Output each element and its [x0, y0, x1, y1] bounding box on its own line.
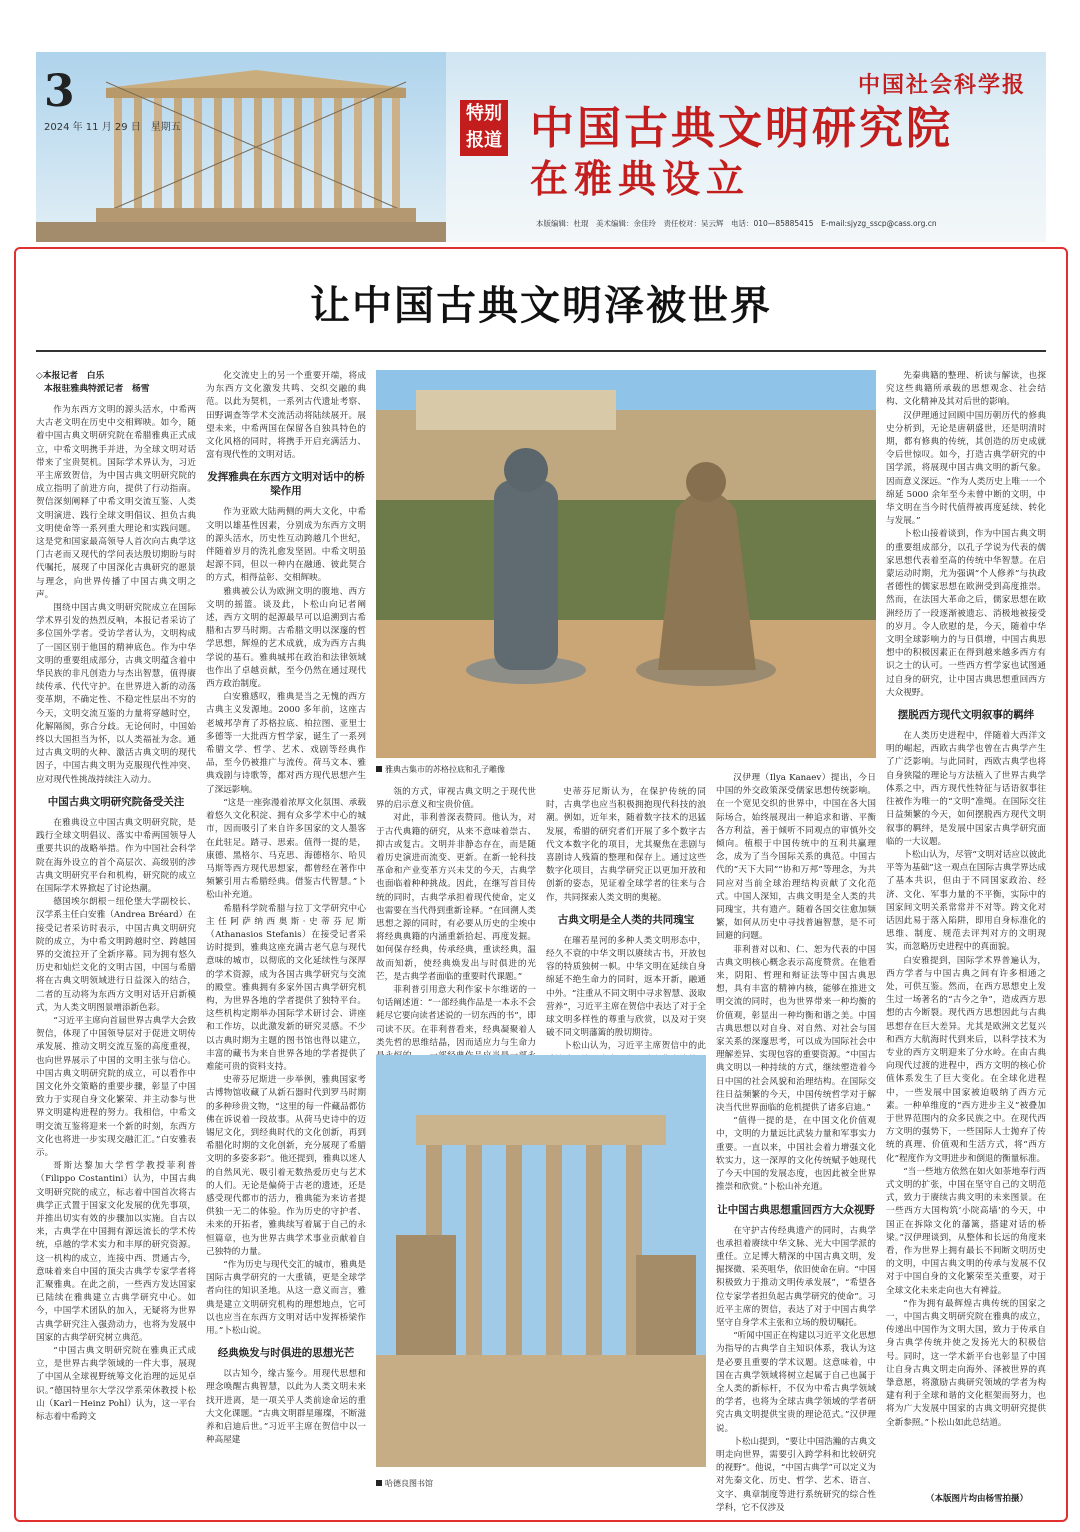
column-1: [36, 370, 196, 1510]
section-heading: 摆脱西方现代文明叙事的羁绊: [897, 709, 1035, 722]
photo-caption-2: 哈德良图书馆: [376, 1478, 433, 1489]
column-4: [546, 786, 706, 1051]
column-2: [206, 370, 366, 1510]
page-number: 3: [44, 66, 75, 117]
paragraph: 史蒂芬尼斯进一步举例，雅典国家考古博物馆收藏了从新石器时代到罗马时期的多种珍贵文物，“这里的每一件藏品都仿佛在诉说着一段故事。从荷马史诗中的迈锡尼文化，到经典时代的文化创新，再到希腊化时期的文化创新，充分展现了希腊文明的多姿多彩”。他还提到，雅典以迷人的自然风光、吸引着无数热爱历史与艺术的人们。无论是偏倚于古老的遗迹，还是感受现代都市的活力，雅典能为来访者提供独一无二的体验。作为历史的守护者、未来的开拓者，雅典续写着属于自己的永恒篇章，也为世界古典学术事业贡献着自己独特的力量。: [206, 1075, 366, 1257]
paragraph: 汉伊理（Ilya Kanaev）提出，今日中国的外交政策深受儒家思想传统影响。在一个宽见交织的世界中，中国在各大国际场合，始终展现出一种追求和谐、平衡各方利益，善于倾听不同观点的审慎外交倾向。植根于中国传统中的互利共赢理念，成为了当今国际关系的典范。中国古代的“天下大同”“协和万邦”等理念，为共同应对当前全球治理结构贡献了文化范式。中国人深知，古典文明是全人类的共同瑰宝，共有遗产。随着各国交往愈加频繁，如何从历史中寻找普遍智慧，是不可回避的问题。: [716, 773, 876, 942]
section-heading: 发挥雅典在东西方文明对话中的桥梁作用: [207, 471, 365, 498]
special-tag-line1: 特别: [466, 103, 502, 124]
paragraph: 卜松山接着谈到，作为中国古典文明的重要组成部分，以孔子学说为代表的儒家思想代表着至高的传统中华智慧。在启蒙运动时期，尤为强调“个人修养”与执政者德性的儒家思想在欧洲受到高度推崇。然而，在法国大革命之后，儒家思想在欧洲经历了一段逐渐被遗忘、消极地被接受的岁月。令人欣慰的是，今天，随着中华文明全球影响力的与日俱增，中国古典思想中的积极因素正在得到越来越多西方有识之士的认可。一些西方哲学家也试图通过自身的研究，让中国古典思想重回西方大众视野。: [886, 529, 1046, 698]
paragraph: 白安雅感叹，雅典是当之无愧的西方古典主义发源地。2000 多年前，这座古老城邦孕育了苏格拉底、柏拉图、亚里士多德等一大批西方哲学家，诞生了一系列希腊文学、哲学、艺术、戏剧等经典作品，至今仍被推广与流传。荷马文本、雅典戏剧与诗歌等，都对西方现代思想产生了深远影响。: [206, 692, 366, 795]
section-heading: 经典焕发与时俱进的思想光芒: [217, 1347, 355, 1360]
section-heading: 中国古典文明研究院备受关注: [47, 795, 185, 808]
paragraph: 卜松山认为，尽管“文明对话应以彼此平等为基础”这一观点在国际古典学界达成了基本共识，但由于不同国家政治、经济、文化、军事力量的不平衡，实际中的国家间文明关系常常并不对等。跨文化对话因此易于落入陷阱，即用自身标准化的思维、制度、规范去评判对方的文明现实，而忽略历史进程中的真面貌。: [886, 849, 1046, 953]
paragraph: 对此，菲利普深表赞同。他认为，对于古代典籍的研究，从来不意味着崇古、抑古或复古。文明并非静态存在，而是随着历史演进而流变、更新。在新一轮科技革命和产业变革方兴未艾的今天，古典学也面临着种种挑战。因此，在继写首目传统的同时，古典学承担着现代使命，定义也需要在当代得到重新诠释。“在回溯人类思想之源的同时，有必要从历史的尘埃中将经典典籍的内涵重新拾起、再度发掘。如何保存经典，传承经典，重读经典，温故而知新，使经典焕发出与时俱进的光芒，是古典学者面临的重要时代课题。”: [376, 813, 536, 982]
date-line: 2024 年 11 月 29 日 星期五: [44, 122, 181, 133]
photo-caption-1: 雅典古集市的苏格拉底和孔子雕像: [376, 764, 505, 775]
paragraph: 史蒂芬尼斯认为，在保护传统的同时，古典学也应当积极拥抱现代科技的浪潮。例如，近年来，随着数字技术的迅猛发展，希腊的研究者们开展了多个数字古代文本数字化的项目，尤其聚焦在悲剧与喜剧诗人残篇的整理和保存上。通过这些数字化项目，古典学研究正以更加开放和创新的姿态，见证着全球学者的往来与合作，共同探索人类文明的奥秘。: [546, 787, 706, 903]
paragraph: 在人类历史进程中，伴随着大西洋文明的崛起，西欧古典学也曾在古典学产生了广泛影响。与此同时，西欧古典学也将自身狭隘的理论与方法植入了世界古典学体系之中，西方现代性特征与话语叙事往往被作为唯一的“文明”准绳。在国际交往日益频繁的今天，如何摆脱西方现代文明叙事的羁绊，是发展中国家古典学研究面临的一大议题。: [886, 731, 1046, 847]
paragraph: 汉伊理通过回顾中国历朝历代的修典史分析到，无论是唐朝盛世，还是明清时期，都有修典的传统，其创造的历史成就令后世惊叹。如今，打造古典学研究的中国学派，将展现中国古典文明的新气象。因而意义深远。“作为人类历史上唯一一个绵延 5000 余年至今未曾中断的文明，中华文明在当今时代值得被再度延续、转化与发展。”: [886, 410, 1046, 527]
special-report-tag: [460, 100, 508, 156]
section-heading: 古典文明是全人类的共同瑰宝: [557, 913, 695, 926]
paragraph: 菲利普对以和、仁、恕为代表的中国古典文明核心概念表示高度赞赏。在他看来，阴阳、哲理和辩证法等中国古典思想，具有丰富的精神内核，能够在推进文明交流的同时，也为世界带来一种均衡的价值观，彰显出一种均衡和谐之美。中国古典思想以对自身、对自然、对社会与国家关系的深邃思考，可以成为国际社会中理解差异、实现包容的重要资源。“中国古典文明以一种持续的方式，继续塑造着今日中国的社会风貌和治理结构。在国际交往日益频繁的今天，中国传统哲学对于解决当代世界面临的危机提供了诸多启迪。”: [716, 944, 876, 1114]
paragraph: 卜松山提到，“要让中国浩瀚的古典文明走向世界，需要引入跨学科和比较研究的视野”。他说，“中国古典学”可以定义为对先秦文化、历史、哲学、艺术、语言、文字、典章制度等进行系统研究的综合性学科，它不仅涉及: [716, 1436, 876, 1513]
paragraph: 在守护古传经典遗产的同时，古典学也承担着赓续中华文脉、光大中国学派的重任。立足博大精深的中国古典文明，发掘探微、采英咀华，依旧使命在肩。“中国积极致力于推动文明传承发展”，“希望各位专家学者担负起古典学研究的使命”。习近平主席的贺信，表达了对于中国古典学坚守自身学术主张和立场的殷切嘱托。: [716, 1225, 876, 1328]
article-title: 让中国古典文明泽被世界: [310, 283, 772, 329]
paragraph: “中国古典文明研究院在雅典正式成立，是世界古典学领域的一件大事，展现了中国从全球视野统筹文化治理的远见卓识。”德国特里尔大学汉学系荣休教授卜松山（Karl－Heinz Pohl）认为，这一平台标志着中希跨文: [36, 1346, 196, 1423]
column-5: [716, 772, 876, 1512]
page-headline-line1: 中国古典文明研究院: [530, 103, 953, 154]
paragraph: 作为东西方文明的源头活水，中希两大古老文明在历史中交相辉映。如今，随着中国古典文明研究院在希腊雅典正式成立，中希文明携手并进，为全球文明对话带来了宝贵契机。国际学术界认为，习近平主席致贺信，为中国古典文明研究院的成立指明了前进方向，提供了行动指南。贺信深刻阐释了中希文明交流互鉴、人类文明演进、践行全球文明倡议、担负古典文明使命等一系列重大理论和实践问题。这是党和国家最高领导人首次向古典学这门古老而又现代的学问表达殷切期盼与时代嘱托，展现了中国深化古典研究的愿景与理念，向世界传播了中国古典文明之声。: [36, 405, 196, 600]
special-tag-line2: 报道: [466, 130, 502, 151]
page-headline-line2: 在雅典设立: [530, 157, 751, 201]
paragraph: “作为历史与现代交汇的城市，雅典是国际古典学研究的一大重镇，更是全球学者向往的知识圣地。从这一意义而言，雅典是建立文明研究机构的理想地点，它可以也应当在东西方文明对话中发挥桥梁作用。”卜松山说。: [206, 1260, 366, 1337]
paragraph: 围绕中国古典文明研究院成立在国际学术界引发的热烈反响，本报记者采访了多位国外学者。受访学者认为，文明构成了一国区别于他国的精神底色。作为中华文明的重要组成部分，古典文明蕴含着中华民族的非凡创造力与杰出智慧，值得赓续传承、代代守护。在世界进入新的动荡变革期，不确定性、不稳定性层出不穷的今天，文明交流互鉴的力量将穿越时空，化解隔阂，弥合分歧。无论何时，中国始终以大国担当为怀，以人类福祉为念。通过古典文明的火种、激活古典文明的现代因子，中国古典文明为克服现代性冲突、应对现代性挑战持续注入动力。: [36, 603, 196, 785]
paragraph: 在雅典设立中国古典文明研究院，是践行全球文明倡议、落实中希两国领导人重要共识的战略举措。作为中国社会科学院在海外设立的首个高层次、高级别的涉古典文明研究平台和机构，研究院的成立在国际学术界掀起了讨论热潮。: [36, 817, 196, 894]
title-rule: [36, 350, 1046, 352]
masthead: [36, 52, 1046, 242]
paragraph: “这是一座弥漫着浓厚文化氛围、承载着悠久文化积淀、拥有众多学术中心的城市，因而吸引了来自许多国家的文人墨客在此驻足。踏寻、思索。值得一提的是，康德、黑格尔、马克思、海德格尔、哈贝马斯等西方现代思想家，都曾经在著作中频繁引用古希腊经典。借鉴古代智慧。”卜松山补充道。: [206, 797, 366, 901]
library-photo: [376, 1055, 706, 1467]
paragraph: “习近平主席向首届世界古典学大会致贺信，体现了中国领导层对于促进文明传承发展、推动文明交流互鉴的高度重视，也向世界展示了中国的文明主张与信心。中国古典文明研究院的成立，可以看作中国文化外交策略的重要步骤，彰显了中国致力于实现自身文化繁荣、并主动参与世界文明建构进程的努力。我相信，中希文明交流互鉴将迎来一个新的时刻，东西方文化也将进一步实现交融汇汇。”白安雅表示。: [36, 1015, 196, 1158]
byline-reporter-2: 本报驻雅典特派记者 杨雪: [44, 384, 150, 394]
paragraph: 白安雅提到，国际学术界普遍认为，西方学者与中国古典之间有许多相通之处，可供互鉴。然而，在西方思想史上发生过一场著名的“古今之争”，造成西方思想的古今断裂。现代西方思想因此与古典思想存在巨大差异。尤其是欧洲文艺复兴和西方大航海时代到来后，以科学技术为专业的西方文明迎来了分水岭。在由古典向现代过渡的进程中，西方文明的核心价值体系发生了巨大变化。在全球化进程中，一些发展中国家被迫吸纳了西方元素。一种单维度的“西方进步主义”被叠加于世界范围内的众多民族之中。在现代西方文明的强势下，一些国际人士抛弃了传统的真理、价值观和生活方式，将“西方化”程度作为文明进步和倒退的衡量标准。: [886, 955, 1046, 1164]
paragraph: 希腊科学院希腊与拉丁文学研究中心主任阿萨纳西奥斯·史蒂芬尼斯（Athanasios Stefanis）在接受记者采访时提到，雅典这座充满古老气息与现代意味的城市，以彻底的文化延续性与深厚的学术资源，成为各国古典学研究与交流的殿堂。雅典拥有多家外国古典学研究机构，为世界各地的学者提供了独特平台。这些机构定期举办国际学术研讨会、讲座和工作坊，以此激发新的研究灵感。不少以古典时期为主题的图书馆也得以建立，丰富的藏书为来自世界各地的学者提供了难能可贵的资料支持。: [206, 903, 366, 1072]
paragraph: “值得一提的是，在中国文化价值观中，文明的力量远比武装力量和军事实力重要。一直以来，中国社会着力增强文化软实力，这一深厚的文化传统赋予她现代了今天中国的发展态度，也因此被全世界推崇和欣赏。”卜松山补充道。: [716, 1116, 876, 1193]
paragraph: 卜松山认为，习近平主席贺信中的此: [563, 1041, 706, 1052]
paragraph: 雅典被公认为欧洲文明的腹地、西方文明的摇篮。谈及此，卜松山向记者阐述，西方文明的起源最早可以追溯到古希腊和古罗马时期。古希腊文明以深邃的哲学思想，辉煌的艺术成就，成为西方古典学说的基石。雅典城邦在政治和法律领域也作出了卓越贡献，至今仍然在通过现代西方政治制度。: [206, 586, 366, 690]
paragraph: 瓴的方式，审视古典文明之于现代世界的启示意义和宝贵价值。: [376, 787, 536, 811]
paragraph: 先秦典籍的整理、析读与解读，也探究这些典籍所承载的思想观念、社会结构、文化精神及其对后世的影响。: [886, 371, 1046, 408]
editor-credits: 本版编辑：杜琨 美术编辑：余佳玲 责任校对：吴云辉 电话：010—85885415 E-mail:sjyzg_sscp@cass.org.cn: [536, 219, 937, 228]
byline: [36, 370, 196, 396]
paragraph: “作为拥有最辉煌古典传统的国家之一，中国古典文明研究院在雅典的成立，传递出中国作为文明大国，致力于传承自身古典学传统并使之发扬光大的积极信号。同时，这一学术新平台也彰显了中国让自身古典文明走向海外、泽被世界的真挚意愿，将激励古典研究领域的学者为构建有利于全球和谐的文化框架而努力，也将为广大发展中国家的古典文明研究提供全新参照。”卜松山如此总结道。: [886, 1298, 1046, 1428]
section-heading: 让中国古典思想重回西方大众视野: [717, 1203, 875, 1216]
paragraph: 哥斯达黎加大学哲学教授菲利普（Filippo Costantini）认为，中国古典文明研究院的成立，标志着中国首次将古典学正式置于国家文化发展的优先事项，并推出切实有效的步骤加以实施。自古以来，古典学在中国拥有源远流长的学术传统，卓越的学术实力和丰厚的研究资源。这一机构的成立，连接中西、贯通古今，意味着来自中国的顶尖古典学专家学者将汇聚雅典。在此之前，一些西方发达国家已陆续在雅典建立古典学研究中心。如今，中国学术团队的加入，无疑将为世界古典学研究注入强劲动力，也将为发展中国家的古典学研究树立典范。: [36, 1161, 196, 1343]
paragraph: 以古知今，缘古鉴今。用现代思想和理念唤醒古典智慧，以此为人类文明未来找开进离，是一项关乎人类前途命运的重大文化课题。“古典文明群星璀璨，不断滋养和启迪后世。”习近平主席在贺信中以一种高屋建: [206, 1369, 366, 1446]
photo-credit: （本版图片均由杨雪拍摄）: [925, 1494, 1028, 1504]
newspaper-name: 中国社会科学报: [857, 72, 1026, 98]
parthenon-photo: [36, 52, 446, 242]
paragraph: 德国埃尔朗根－纽伦堡大学副校长、汉学系主任白安雅（Andrea Bréard）在接受记者采访时表示，中国古典文明研究院的成立，为中希文明跨越时空、跨越国界的交流拉开了全新序幕。同为拥有悠久历史和灿烂文化的文明古国，中国与希腊将在古典文明领域进行日益深入的结合，二者的互动将为东西方文明对话开启新模式，为人类文明图景增添新色彩。: [36, 897, 196, 1013]
statues-photo: [376, 370, 876, 758]
byline-reporter-1: ◇本报记者 白乐: [36, 371, 105, 381]
column-6: [886, 370, 1046, 1485]
newspaper-page: [36, 52, 1046, 1522]
paragraph: 菲利普引用意大利作家卡尔维诺的一句话阐述道：“一部经典作品是一本永不会耗尽它要向读者述说的一切东西的书”，即司读不厌。在菲利普看来，经典凝聚着人类先哲的思维结晶，因而适应力与生命力: [376, 985, 536, 1048]
paragraph: 化交流史上的另一个重要开端，将成为东西方文化激发共鸣、交织交融的典范。以此为契机，一系列古代遗址考察、田野调查等学术交流活动将陆续展开。展望未来，中希两国在保留各自独具特色的文化风格的同时，将携手开启充满活力、富有现代性的文明对话。: [206, 371, 366, 461]
paragraph: 作为亚欧大陆两侧的两大文化，中希文明以雄基性因素，分别成为东西方文明的源头活水，历史性互动跨越几个世纪，伴随着岁月的洗礼愈发坚固。中希文明虽起源不同，但以一种内在融通、彼此契合的方式，相得益彰、交相辉映。: [206, 507, 366, 584]
paragraph: 在璀若星河的多种人类文明形态中，经久不衰的中华文明以赓续古书，开放包容的特质独树一帜。中华文明在延续自身绵延不绝生命力的同时，返本开新，融通中外。“注重从不同文明中寻求智慧、汲取营养”，习近平主席在贺信中表达了对于全球文明多样性的尊重与欣赏，以及对于突破不同文明藩篱的殷切期待。: [546, 935, 706, 1039]
paragraph: “听闻中国正在构建以习近平文化思想为指导的古典学自主知识体系，我认为这是必要且重要的学术议题。这意味着，中国在古典学领域将树立起属于自己也属于全人类的新标杆，不仅为中希古典学领域的学者，也将为全球古典学领域的学者研究古典文明提供宝贵的理论范式。”汉伊理说。: [716, 1331, 876, 1434]
paragraph: “当一些地方依然在如火如荼地奉行西式文明的扩张，中国在坚守自己的文明范式，致力于赓续古典文明的未来图景。在一些西方大国构筑‘小院高墙’的今天，中国正在拆除文化的藩篱，搭建对话的桥梁。”汉伊理谈到，从整体和长远的角度来看，作为世界上拥有最长不间断文明历史的文明，中国古典文明的传承与发展不仅对于中国自身的文化繁荣至关重要，对于全球文化未来走向也大有裨益。: [886, 1166, 1046, 1296]
